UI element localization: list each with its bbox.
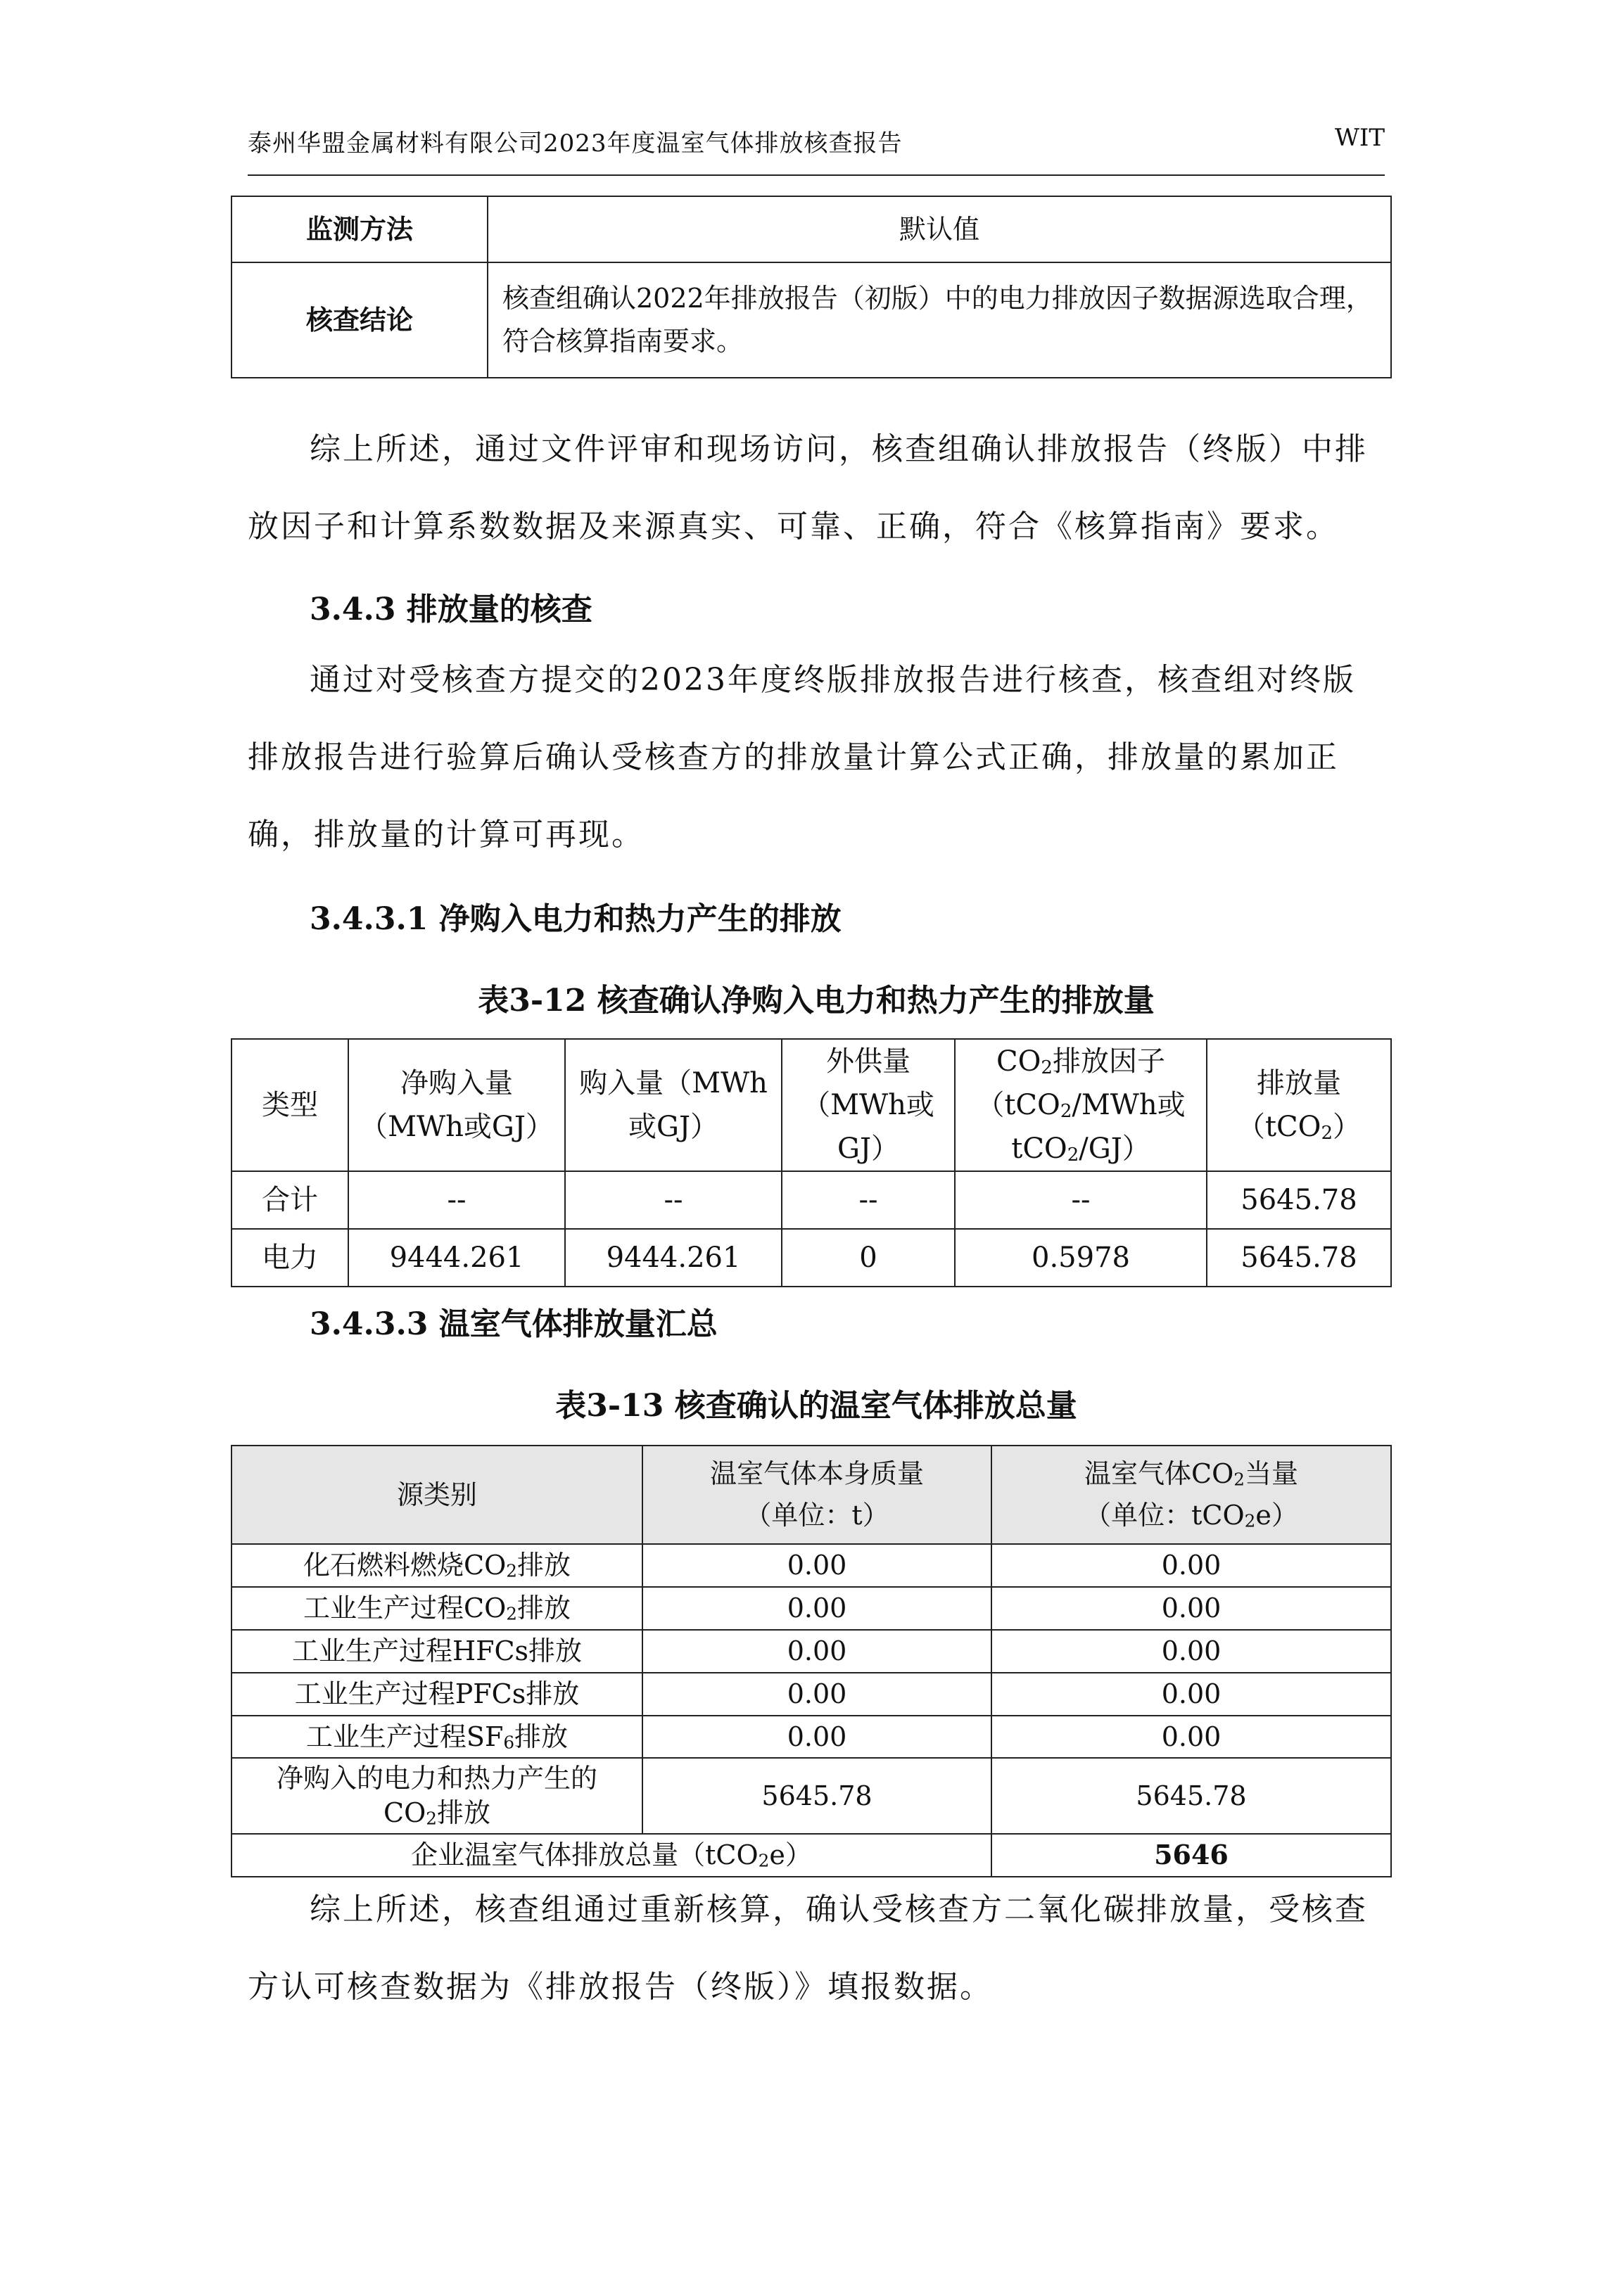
cell-co2e: 0.00 bbox=[991, 1716, 1391, 1759]
header-co2e: 温室气体$CO_2$当量 （单位：tCO$_2$e） bbox=[991, 1446, 1391, 1544]
report-title: 泰州华盟金属材料有限公司2023年度温室气体排放核查报告 bbox=[248, 129, 903, 158]
cell-value: 核查组确认2022年排放报告（初版）中的电力排放因子数据源选取合理，符合核算指南要求。 bbox=[488, 262, 1391, 378]
cell-mass: 0.00 bbox=[642, 1544, 991, 1587]
table-row bbox=[231, 1673, 1391, 1716]
cell-label: 核查结论 bbox=[231, 262, 488, 378]
cell-source: 化石燃料燃烧$CO_2$排放 bbox=[231, 1544, 642, 1587]
page-header bbox=[248, 118, 1385, 176]
table-row bbox=[231, 1229, 1391, 1287]
cell-mass: 0.00 bbox=[642, 1716, 991, 1759]
table-caption: 表3-13 核查确认的温室气体排放总量 bbox=[555, 1388, 1077, 1424]
cell-net: 9444.261 bbox=[348, 1229, 565, 1287]
cell-mass: 0.00 bbox=[642, 1673, 991, 1716]
cell-label: 监测方法 bbox=[231, 196, 488, 262]
header-mass: 温室气体本身质量 （单位：t） bbox=[642, 1446, 991, 1544]
header-buy: 购入量（MWh或GJ） bbox=[565, 1039, 782, 1171]
cell-buy: 9444.261 bbox=[565, 1229, 782, 1287]
section-heading: 3.4.3 排放量的核查 bbox=[310, 592, 592, 627]
cell-co2e: 0.00 bbox=[991, 1544, 1391, 1587]
cell-mass: 0.00 bbox=[642, 1587, 991, 1630]
cell-co2e: 0.00 bbox=[991, 1587, 1391, 1630]
cell-co2e: 5645.78 bbox=[991, 1758, 1391, 1834]
cell-mass: 5645.78 bbox=[642, 1758, 991, 1834]
header-net: 净购入量（MWh或GJ） bbox=[348, 1039, 565, 1171]
table-row bbox=[231, 1630, 1391, 1673]
table-row bbox=[231, 1758, 1391, 1834]
cell-type: 合计 bbox=[231, 1171, 348, 1229]
section-heading: 3.4.3.3 温室气体排放量汇总 bbox=[310, 1306, 718, 1342]
section-heading: 3.4.3.1 净购入电力和热力产生的排放 bbox=[310, 901, 842, 937]
cell-out: 0 bbox=[782, 1229, 955, 1287]
header-out: 外供量（MWh或GJ） bbox=[782, 1039, 955, 1171]
cell-emission: 5645.78 bbox=[1207, 1229, 1391, 1287]
cell-source: 净购入的电力和热力产生的 $CO_2$排放 bbox=[231, 1758, 642, 1834]
cell-type: 电力 bbox=[231, 1229, 348, 1287]
monitoring-table bbox=[231, 196, 1392, 378]
table-row bbox=[231, 1544, 1391, 1587]
cell-buy: -- bbox=[565, 1171, 782, 1229]
header-emission: 排放量（tCO$_2$） bbox=[1207, 1039, 1391, 1171]
cell-net: -- bbox=[348, 1171, 565, 1229]
header-ef: $CO_2$排放因子（tCO$_2$/MWh或tCO$_2$/GJ） bbox=[955, 1039, 1207, 1171]
total-label: 企业温室气体排放总量（tCO$_2$e） bbox=[231, 1834, 991, 1877]
paragraph: 综上所述，通过文件评审和现场访问，核查组确认排放报告（终版）中排放因子和计算系数数据及来源真实、可靠、正确，符合《核算指南》要求。 bbox=[248, 431, 1368, 544]
cell-co2e: 0.00 bbox=[991, 1673, 1391, 1716]
table-row bbox=[231, 1716, 1391, 1759]
header-type: 类型 bbox=[231, 1039, 348, 1171]
cell-source: 工业生产过程$SF_6$排放 bbox=[231, 1716, 642, 1759]
cell-source: 工业生产过程PFCs排放 bbox=[231, 1673, 642, 1716]
cell-ef: -- bbox=[955, 1171, 1207, 1229]
cell-source: 工业生产过程$CO_2$排放 bbox=[231, 1587, 642, 1630]
cell-source: 工业生产过程HFCs排放 bbox=[231, 1630, 642, 1673]
table-row bbox=[231, 1171, 1391, 1229]
cell-mass: 0.00 bbox=[642, 1630, 991, 1673]
electricity-emission-table bbox=[231, 1038, 1392, 1287]
cell-emission: 5645.78 bbox=[1207, 1171, 1391, 1229]
table-row bbox=[231, 1587, 1391, 1630]
cell-ef: 0.5978 bbox=[955, 1229, 1207, 1287]
cell-value: 默认值 bbox=[488, 196, 1391, 262]
header-source: 源类别 bbox=[231, 1446, 642, 1544]
ghg-summary-table bbox=[231, 1445, 1392, 1877]
paragraph: 综上所述，核查组通过重新核算，确认受核查方二氧化碳排放量，受核查方认可核查数据为《排放报告（终版）》填报数据。 bbox=[248, 1892, 1368, 2005]
table-caption: 表3-12 核查确认净购入电力和热力产生的排放量 bbox=[478, 983, 1155, 1019]
cell-out: -- bbox=[782, 1171, 955, 1229]
cell-co2e: 0.00 bbox=[991, 1630, 1391, 1673]
org-mark: WIT bbox=[1334, 124, 1385, 152]
paragraph: 通过对受核查方提交的2023年度终版排放报告进行核查，核查组对终版排放报告进行验算后确认受核查方的排放量计算公式正确，排放量的累加正确，排放量的计算可再现。 bbox=[248, 662, 1356, 853]
total-value: 5646 bbox=[991, 1834, 1391, 1877]
